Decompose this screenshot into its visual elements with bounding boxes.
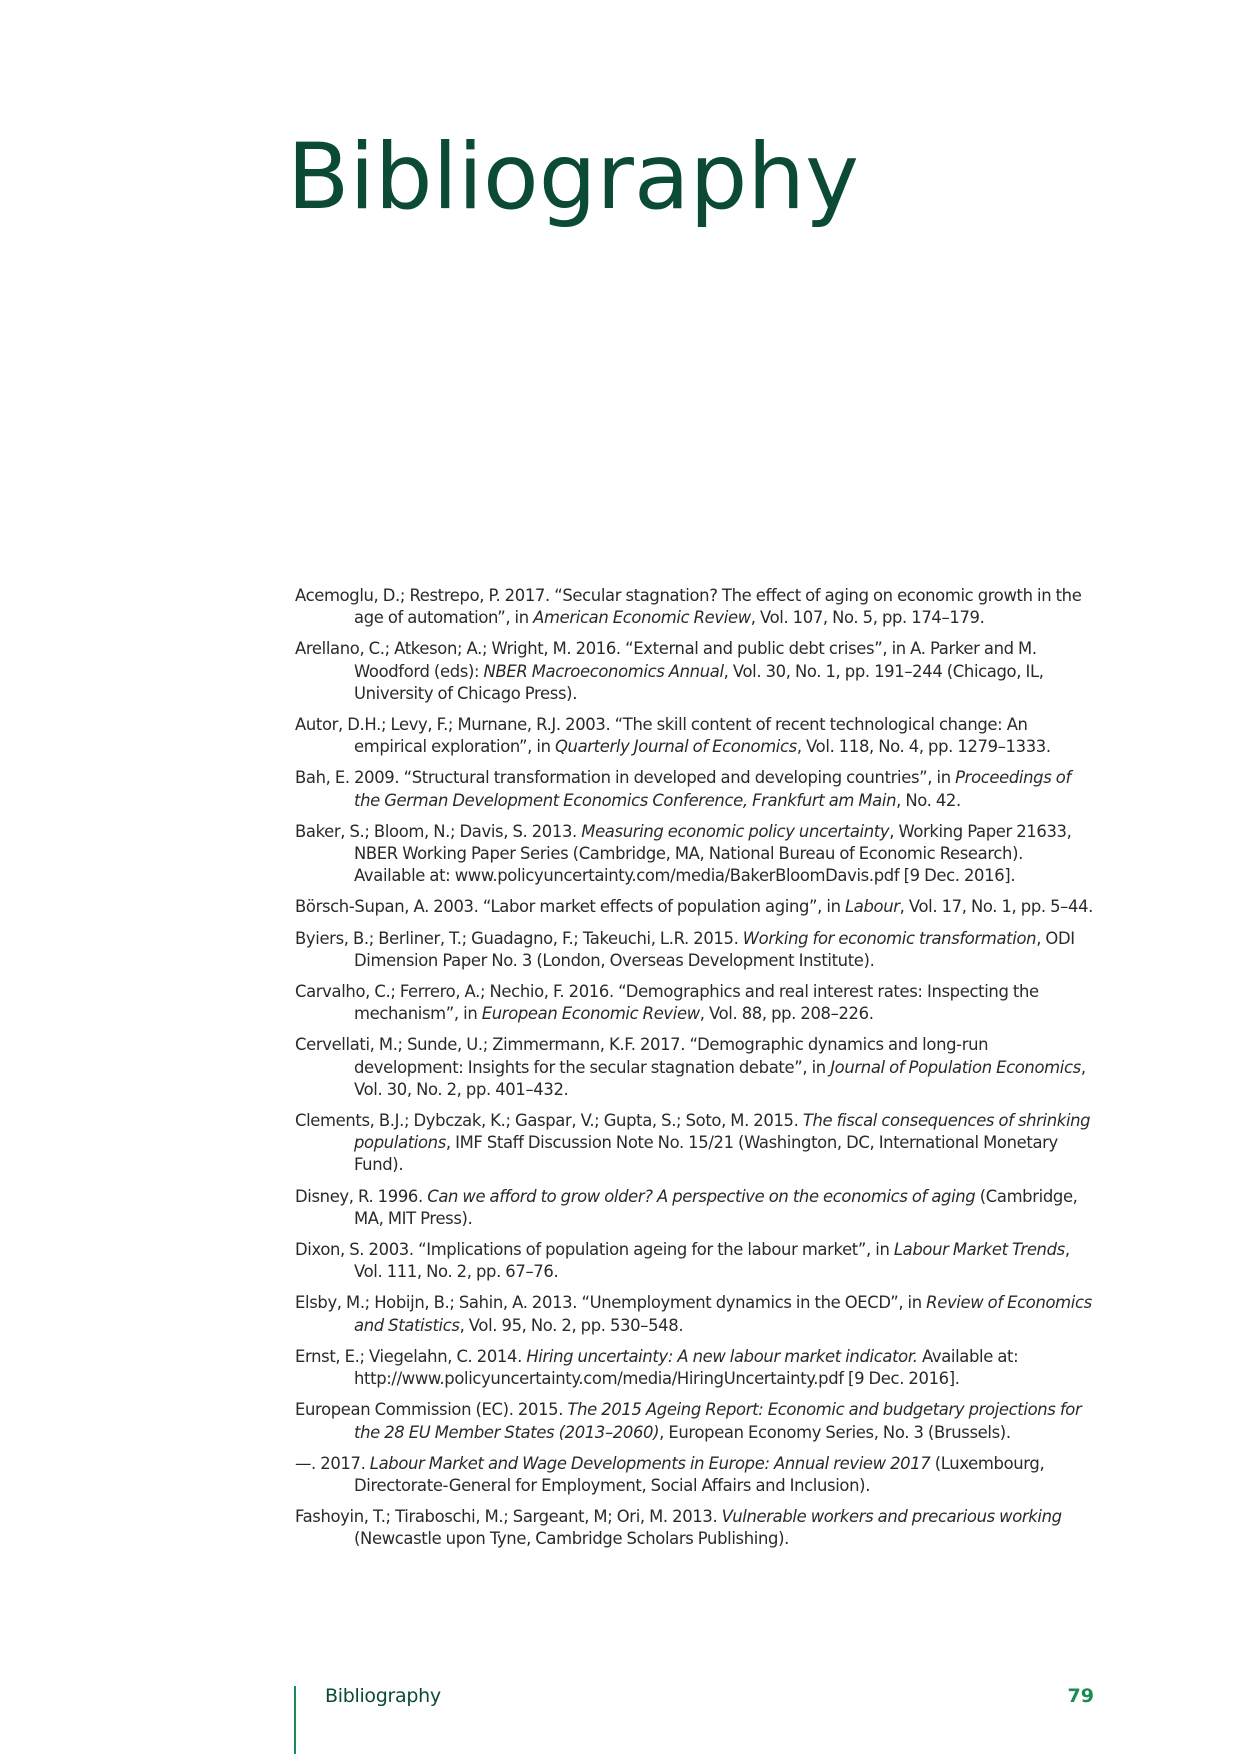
reference-text: European Commission (EC). 2015.	[295, 1400, 568, 1420]
reference-text: Carvalho, C.; Ferrero, A.; Nechio, F. 2016. “Demographics and real interest rates: Inspecting the mechanism”, in	[295, 982, 1039, 1024]
reference-text: , Vol. 30, No. 1, pp. 191–244 (Chicago, IL, University of Chicago Press).	[354, 661, 1044, 703]
reference-text: , Vol. 111, No. 2, pp. 67–76.	[354, 1240, 1070, 1282]
reference-text: , Vol. 17, No. 1, pp. 5–44.	[899, 897, 1094, 917]
reference-entry	[295, 1034, 1095, 1101]
reference-title: The fiscal consequences of shrinking populations	[354, 1111, 1091, 1153]
reference-text: , European Economy Series, No. 3 (Brussels).	[659, 1422, 1011, 1442]
reference-text: (Cambridge, MA, MIT Press).	[354, 1186, 1078, 1228]
reference-text: Cervellati, M.; Sunde, U.; Zimmermann, K.F. 2017. “Demographic dynamics and long-run development: Insights for the secular stagnation debate”, in	[295, 1035, 989, 1077]
reference-entry	[295, 767, 1095, 811]
reference-entry	[295, 1292, 1095, 1336]
reference-text: , No. 42.	[896, 790, 961, 810]
page-number: 79	[1067, 1685, 1094, 1707]
reference-text: Acemoglu, D.; Restrepo, P. 2017. “Secular stagnation? The effect of aging on economic growth in the age of automation”, in	[295, 586, 1082, 628]
reference-entry	[295, 928, 1095, 972]
reference-entry	[295, 821, 1095, 888]
reference-title: Working for economic transformation	[742, 928, 1037, 948]
reference-text: Arellano, C.; Atkeson; A.; Wright, M. 2016. “External and public debt crises”, in A. Parker and M. Woodford (eds):	[295, 639, 1037, 681]
reference-title: Quarterly Journal of Economics	[555, 737, 797, 757]
reference-title: Journal of Population Economics	[830, 1057, 1081, 1077]
reference-text: Baker, S.; Bloom, N.; Davis, S. 2013.	[295, 821, 582, 841]
reference-title: Vulnerable workers and precarious working	[721, 1507, 1062, 1527]
reference-text: Börsch-Supan, A. 2003. “Labor market effects of population aging”, in	[295, 897, 846, 917]
reference-text: , Vol. 118, No. 4, pp. 1279–1333.	[796, 737, 1051, 757]
reference-list	[295, 585, 1095, 1560]
reference-text: Byiers, B.; Berliner, T.; Guadagno, F.; Takeuchi, L.R. 2015.	[295, 928, 743, 948]
reference-title: Can we afford to grow older? A perspective on the economics of aging	[427, 1186, 976, 1206]
reference-entry	[295, 1239, 1095, 1283]
reference-text: Clements, B.J.; Dybczak, K.; Gaspar, V.; Gupta, S.; Soto, M. 2015.	[295, 1111, 803, 1131]
reference-text: Ernst, E.; Viegelahn, C. 2014.	[295, 1346, 527, 1366]
reference-entry	[295, 714, 1095, 758]
reference-text: , Working Paper 21633, NBER Working Paper Series (Cambridge, MA, National Bureau of Economic Research). Available at: www.policyuncertainty.com/media/BakerBloomDavis.pdf [9 Dec. 2016].	[354, 821, 1072, 886]
reference-text: Fashoyin, T.; Tiraboschi, M.; Sargeant, M; Ori, M. 2013.	[295, 1507, 722, 1527]
reference-text: , IMF Staff Discussion Note No. 15/21 (Washington, DC, International Monetary Fund).	[354, 1133, 1058, 1175]
reference-text: Disney, R. 1996.	[295, 1186, 428, 1206]
reference-text: (Newcastle upon Tyne, Cambridge Scholars Publishing).	[354, 1529, 789, 1549]
reference-title: Proceedings of the German Development Economics Conference, Frankfurt am Main	[354, 768, 1071, 810]
page-title: Bibliography	[287, 125, 859, 230]
reference-title: NBER Macroeconomics Annual	[483, 661, 724, 681]
reference-entry	[295, 896, 1095, 918]
reference-text: Autor, D.H.; Levy, F.; Murnane, R.J. 2003. “The skill content of recent technological change: An empirical exploration”, in	[295, 715, 1028, 757]
reference-title: European Economic Review	[481, 1004, 700, 1024]
reference-text: (Luxembourg, Directorate-General for Employment, Social Affairs and Inclusion).	[354, 1453, 1045, 1495]
reference-text: , Vol. 95, No. 2, pp. 530–548.	[459, 1315, 684, 1335]
footer-divider	[294, 1686, 296, 1754]
reference-text: , Vol. 30, No. 2, pp. 401–432.	[354, 1057, 1086, 1099]
reference-text: , Vol. 107, No. 5, pp. 174–179.	[750, 608, 985, 628]
reference-entry	[295, 981, 1095, 1025]
reference-title: Hiring uncertainty: A new labour market indicator.	[526, 1346, 918, 1366]
reference-title: Review of Economics and Statistics	[354, 1293, 1092, 1335]
reference-entry	[295, 1186, 1095, 1230]
reference-entry	[295, 1346, 1095, 1390]
reference-text: , Vol. 88, pp. 208–226.	[699, 1004, 874, 1024]
reference-entry	[295, 585, 1095, 629]
reference-title: The 2015 Ageing Report: Economic and budgetary projections for the 28 EU Member States (2013–2060)	[354, 1400, 1082, 1442]
reference-entry	[295, 1399, 1095, 1443]
reference-title: Measuring economic policy uncertainty	[581, 821, 890, 841]
reference-entry	[295, 1506, 1095, 1550]
reference-text: —. 2017.	[295, 1453, 370, 1473]
reference-entry	[295, 638, 1095, 705]
reference-title: Labour Market Trends	[893, 1240, 1065, 1260]
reference-text: Elsby, M.; Hobijn, B.; Sahin, A. 2013. “Unemployment dynamics in the OECD”, in	[295, 1293, 927, 1313]
reference-entry	[295, 1453, 1095, 1497]
reference-text: , ODI Dimension Paper No. 3 (London, Overseas Development Institute).	[354, 928, 1075, 970]
reference-title: Labour	[845, 897, 900, 917]
reference-text: Dixon, S. 2003. “Implications of population ageing for the labour market”, in	[295, 1240, 894, 1260]
reference-text: Bah, E. 2009. “Structural transformation in developed and developing countries”, in	[295, 768, 956, 788]
reference-text: Available at: http://www.policyuncertainty.com/media/HiringUncertainty.pdf [9 Dec. 2016].	[354, 1346, 1019, 1389]
reference-title: American Economic Review	[533, 608, 751, 628]
footer-section-label: Bibliography	[325, 1685, 441, 1707]
reference-title: Labour Market and Wage Developments in Europe: Annual review 2017	[369, 1453, 931, 1473]
reference-entry	[295, 1110, 1095, 1177]
